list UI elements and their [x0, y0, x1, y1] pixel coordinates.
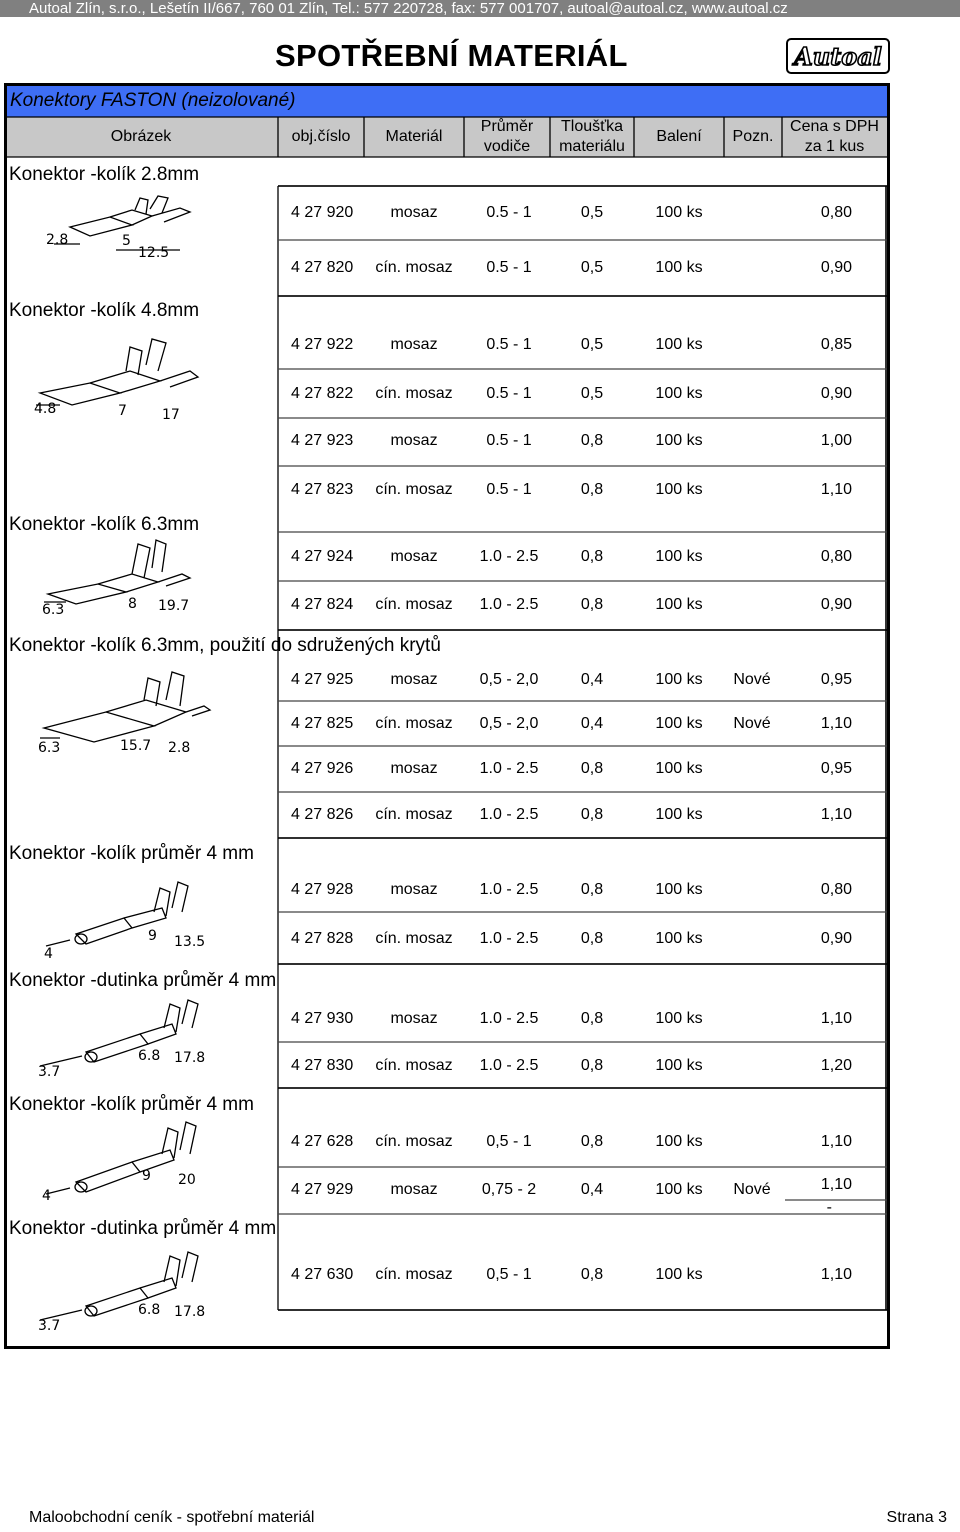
row-cena: 0,90 — [820, 385, 852, 402]
row-prumer: 1.0 - 2.5 — [479, 548, 539, 565]
svg-text:3.7: 3.7 — [38, 1064, 61, 1080]
row-baleni: 100 ks — [655, 715, 703, 732]
row-obj-cislo: 4 27 929 — [291, 1181, 354, 1198]
row-cena: 0,80 — [820, 204, 852, 221]
row-baleni: 100 ks — [655, 760, 703, 777]
svg-text:6.8: 6.8 — [138, 1048, 161, 1064]
row-tloustka: 0,8 — [580, 881, 604, 898]
row-cena: 1,10 — [820, 806, 852, 823]
autoal-logo — [786, 38, 890, 74]
row-cena: 1,10 — [820, 1133, 852, 1150]
row-cena: 0,85 — [820, 336, 852, 353]
page-number: Strana 3 — [886, 1509, 947, 1526]
row-baleni: 100 ks — [655, 671, 703, 688]
row-material: cín. mosaz — [375, 930, 453, 947]
row-baleni: 100 ks — [655, 385, 703, 402]
row-material: cín. mosaz — [375, 385, 453, 402]
row-obj-cislo: 4 27 920 — [291, 204, 354, 221]
svg-text:17.8: 17.8 — [174, 1050, 206, 1066]
row-cena: 1,20 — [820, 1057, 852, 1074]
row-material: mosaz — [390, 336, 438, 353]
row-prumer: 1.0 - 2.5 — [479, 881, 539, 898]
row-obj-cislo: 4 27 930 — [291, 1010, 354, 1027]
row-prumer: 0,75 - 2 — [481, 1181, 537, 1198]
svg-text:3.7: 3.7 — [38, 1318, 61, 1334]
row-baleni: 100 ks — [655, 204, 703, 221]
page-title: SPOTŘEBNÍ MATERIÁL — [275, 38, 628, 73]
col-cena: Cena s DPH za 1 kus — [790, 118, 879, 155]
svg-text:2.8: 2.8 — [46, 232, 69, 248]
pin-4mm-long-drawing — [36, 1118, 236, 1208]
svg-text:4: 4 — [42, 1188, 51, 1204]
row-material: mosaz — [390, 1181, 438, 1198]
row-obj-cislo: 4 27 828 — [291, 930, 354, 947]
row-material: mosaz — [390, 671, 438, 688]
row-obj-cislo: 4 27 922 — [291, 336, 354, 353]
connector-6-3-combined-drawing — [36, 660, 236, 760]
svg-text:4.8: 4.8 — [34, 401, 57, 417]
row-cena: 0,80 — [820, 548, 852, 565]
row-obj-cislo: 4 27 820 — [291, 259, 354, 276]
row-material: mosaz — [390, 881, 438, 898]
row-tloustka: 0,8 — [580, 1010, 604, 1027]
socket-4mm-b-drawing — [36, 1244, 236, 1336]
svg-text:9: 9 — [142, 1168, 151, 1184]
connector-4-8-drawing — [30, 325, 220, 425]
row-cena: 0,95 — [820, 760, 852, 777]
svg-text:7: 7 — [118, 403, 127, 419]
svg-text:9: 9 — [148, 928, 157, 944]
row-prumer: 1.0 - 2.5 — [479, 1010, 539, 1027]
row-cena: 0,90 — [820, 930, 852, 947]
row-baleni: 100 ks — [655, 596, 703, 613]
row-obj-cislo: 4 27 628 — [291, 1133, 354, 1150]
svg-text:20: 20 — [178, 1172, 196, 1188]
row-cena: 0,90 — [820, 596, 852, 613]
section-title: Konektor -kolík 4.8mm — [9, 300, 200, 321]
row-obj-cislo: 4 27 824 — [291, 596, 354, 613]
row-material: cín. mosaz — [375, 806, 453, 823]
row-baleni: 100 ks — [655, 1181, 703, 1198]
row-prumer: 0.5 - 1 — [486, 432, 532, 449]
row-tloustka: 0,5 — [580, 259, 604, 276]
row-obj-cislo: 4 27 630 — [291, 1266, 354, 1283]
row-prumer: 1.0 - 2.5 — [479, 760, 539, 777]
row-tloustka: 0,8 — [580, 1057, 604, 1074]
svg-text:2.8: 2.8 — [168, 740, 191, 756]
col-prumer: Průměr vodiče — [480, 118, 534, 155]
col-baleni: Balení — [656, 128, 702, 145]
row-tloustka: 0,5 — [580, 204, 604, 221]
connector-2-8-drawing — [40, 192, 230, 264]
row-material: mosaz — [390, 432, 438, 449]
row-material: cín. mosaz — [375, 481, 453, 498]
row-material: mosaz — [390, 760, 438, 777]
row-cena: 0,95 — [820, 671, 852, 688]
row-pozn: Nové — [733, 671, 771, 688]
row-cena: 1,10 — [820, 481, 852, 498]
company-header: Autoal Zlín, s.r.o., Lešetín II/667, 760 01 Zlín, Tel.: 577 220728, fax: 577 001707, autoal@autoal.cz, www.autoal.cz — [0, 0, 960, 17]
section-title: Konektor -kolík průměr 4 mm — [9, 1094, 254, 1115]
col-material: Materiál — [385, 128, 443, 145]
row-obj-cislo: 4 27 823 — [291, 481, 354, 498]
row-material: cín. mosaz — [375, 1133, 453, 1150]
row-tloustka: 0,8 — [580, 596, 604, 613]
col-tloustka: Tloušťka materiálu — [559, 118, 625, 155]
svg-text:13.5: 13.5 — [174, 934, 206, 950]
row-obj-cislo: 4 27 822 — [291, 385, 354, 402]
col-obj-cislo: obj.číslo — [291, 128, 351, 145]
row-cena: 0,80 — [820, 881, 852, 898]
row-baleni: 100 ks — [655, 548, 703, 565]
row-cena: 1,10 — [820, 1266, 852, 1283]
row-baleni: 100 ks — [655, 1133, 703, 1150]
svg-text:5: 5 — [122, 233, 131, 249]
row-prumer: 0.5 - 1 — [486, 259, 532, 276]
row-prumer: 1.0 - 2.5 — [479, 806, 539, 823]
row-obj-cislo: 4 27 825 — [291, 715, 354, 732]
row-tloustka: 0,5 — [580, 336, 604, 353]
socket-4mm-drawing — [36, 994, 236, 1080]
row-cena: 1,00 — [820, 432, 852, 449]
row-cena: 0,90 — [820, 259, 852, 276]
svg-text:17: 17 — [162, 407, 180, 423]
svg-text:12.5: 12.5 — [138, 245, 170, 261]
row-tloustka: 0,8 — [580, 760, 604, 777]
section-title: Konektor -dutinka průměr 4 mm — [9, 970, 277, 991]
section-title: Konektor -dutinka průměr 4 mm — [9, 1218, 277, 1239]
row-prumer: 0.5 - 1 — [486, 385, 532, 402]
pin-4mm-drawing — [36, 868, 236, 960]
section-title: Konektor -kolík průměr 4 mm — [9, 843, 254, 864]
svg-text:17.8: 17.8 — [174, 1304, 206, 1320]
row-obj-cislo: 4 27 923 — [291, 432, 354, 449]
row-tloustka: 0,8 — [580, 548, 604, 565]
row-material: cín. mosaz — [375, 715, 453, 732]
section-title: Konektor -kolík 6.3mm — [9, 514, 200, 535]
row-obj-cislo: 4 27 830 — [291, 1057, 354, 1074]
row-tloustka: 0,8 — [580, 1133, 604, 1150]
row-prumer: 1.0 - 2.5 — [479, 1057, 539, 1074]
col-obrazek: Obrázek — [110, 128, 172, 145]
row-baleni: 100 ks — [655, 1010, 703, 1027]
row-tloustka: 0,4 — [580, 671, 604, 688]
row-prumer: 0,5 - 2,0 — [479, 715, 539, 732]
svg-text:6.3: 6.3 — [42, 602, 65, 618]
svg-text:Autoal: Autoal — [794, 42, 882, 71]
row-prumer: 0.5 - 1 — [486, 336, 532, 353]
row-baleni: 100 ks — [655, 481, 703, 498]
row-prumer: 0,5 - 2,0 — [479, 671, 539, 688]
row-material: mosaz — [390, 204, 438, 221]
row-obj-cislo: 4 27 924 — [291, 548, 354, 565]
row-baleni: 100 ks — [655, 1266, 703, 1283]
section-title: Konektor -kolík 2.8mm — [9, 164, 200, 185]
row-baleni: 100 ks — [655, 930, 703, 947]
row-pozn: Nové — [733, 715, 771, 732]
row-tloustka: 0,4 — [580, 1181, 604, 1198]
row-cena: 1,10 — [820, 715, 852, 732]
svg-text:15.7: 15.7 — [120, 738, 152, 754]
row-obj-cislo: 4 27 926 — [291, 760, 354, 777]
row-prumer: 0,5 - 1 — [486, 1266, 532, 1283]
row-tloustka: 0,8 — [580, 930, 604, 947]
row-prumer: 1.0 - 2.5 — [479, 930, 539, 947]
section-title: Konektor -kolík 6.3mm, použití do sdružených krytů — [9, 635, 441, 656]
row-baleni: 100 ks — [655, 259, 703, 276]
row-cena: 1,10 — [820, 1010, 852, 1027]
row-obj-cislo: 4 27 928 — [291, 881, 354, 898]
row-material: cín. mosaz — [375, 596, 453, 613]
category-title: Konektory FASTON (neizolované) — [10, 90, 296, 111]
category-bar — [7, 86, 887, 117]
row-material: cín. mosaz — [375, 259, 453, 276]
connector-6-3-drawing — [40, 532, 230, 622]
row-prumer: 0,5 - 1 — [486, 1133, 532, 1150]
row-material: mosaz — [390, 1010, 438, 1027]
row-tloustka: 0,4 — [580, 715, 604, 732]
row-baleni: 100 ks — [655, 881, 703, 898]
row-tloustka: 0,8 — [580, 1266, 604, 1283]
col-pozn: Pozn. — [732, 128, 774, 145]
row-material: mosaz — [390, 548, 438, 565]
svg-text:6.3: 6.3 — [38, 740, 61, 756]
row-cena-note: - — [826, 1199, 832, 1216]
row-baleni: 100 ks — [655, 806, 703, 823]
row-obj-cislo: 4 27 925 — [291, 671, 354, 688]
row-prumer: 0.5 - 1 — [486, 204, 532, 221]
row-material: cín. mosaz — [375, 1057, 453, 1074]
row-tloustka: 0,5 — [580, 385, 604, 402]
row-prumer: 1.0 - 2.5 — [479, 596, 539, 613]
row-baleni: 100 ks — [655, 336, 703, 353]
row-obj-cislo: 4 27 826 — [291, 806, 354, 823]
row-tloustka: 0,8 — [580, 481, 604, 498]
row-cena: 1,10 — [820, 1176, 852, 1193]
row-baleni: 100 ks — [655, 1057, 703, 1074]
svg-text:6.8: 6.8 — [138, 1302, 161, 1318]
row-pozn: Nové — [733, 1181, 771, 1198]
svg-text:19.7: 19.7 — [158, 598, 190, 614]
svg-text:4: 4 — [44, 946, 53, 960]
footer-left: Maloobchodní ceník - spotřební materiál — [29, 1509, 315, 1526]
row-tloustka: 0,8 — [580, 432, 604, 449]
svg-text:8: 8 — [128, 596, 137, 612]
row-baleni: 100 ks — [655, 432, 703, 449]
row-prumer: 0.5 - 1 — [486, 481, 532, 498]
row-material: cín. mosaz — [375, 1266, 453, 1283]
row-tloustka: 0,8 — [580, 806, 604, 823]
